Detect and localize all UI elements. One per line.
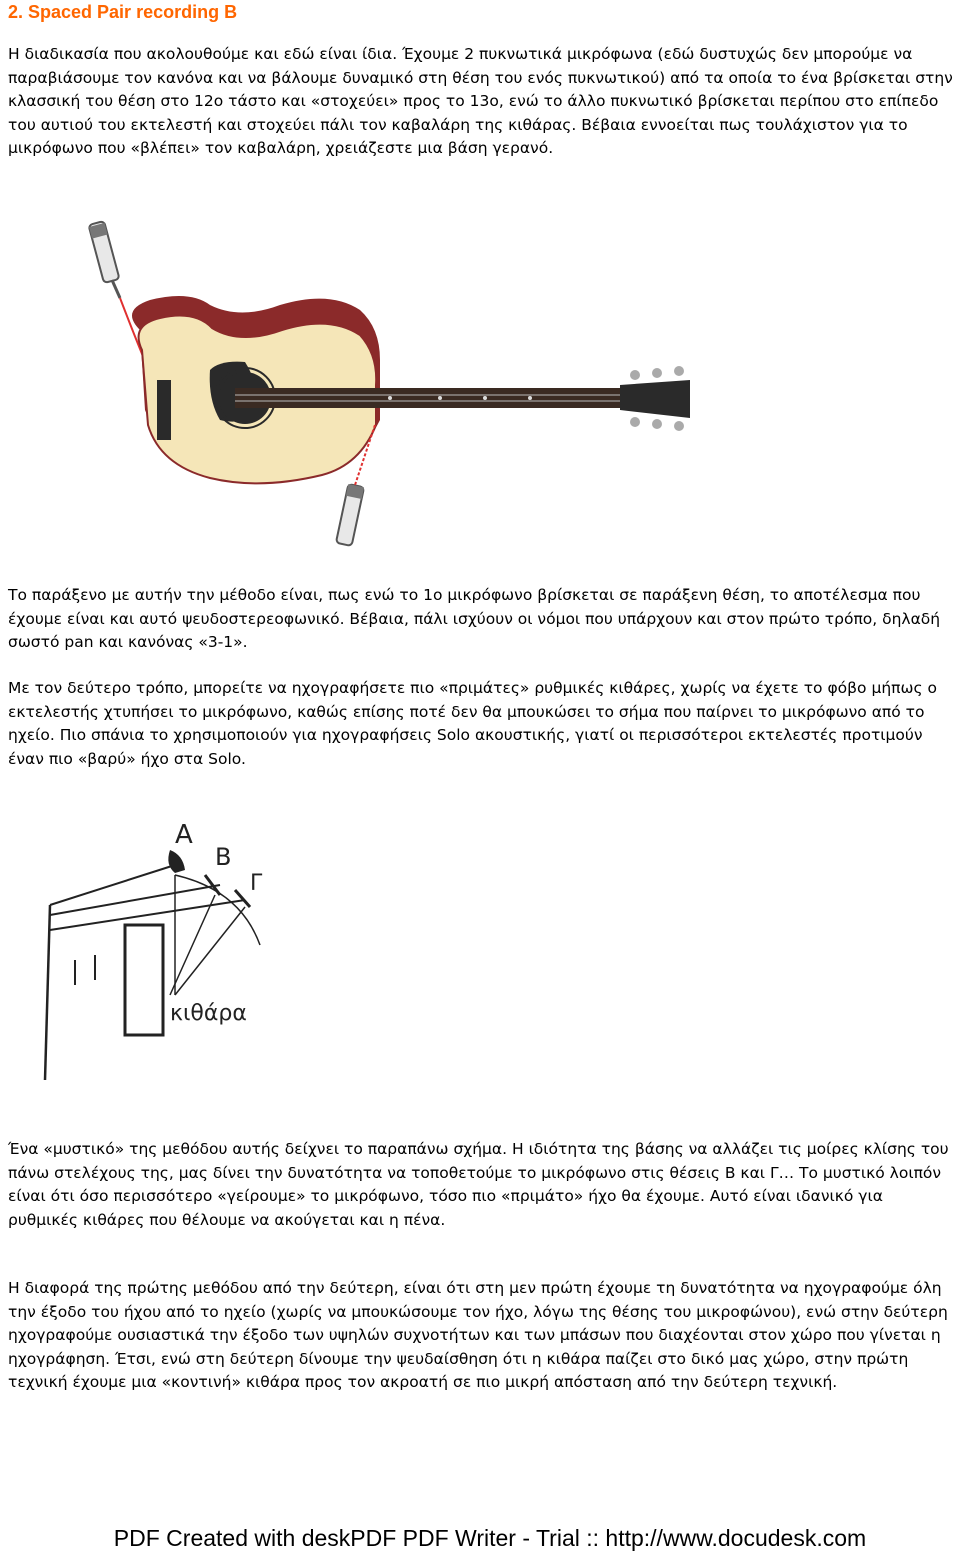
guitar-microphone-illustration: [60, 210, 700, 560]
paragraph-difference: Η διαφορά της πρώτης μεθόδου από την δεύτερη, είναι ότι στη μεν πρώτη έχουμε τη δυνατότητα να ηχογραφούμε όλη την έξοδο του ήχου από το ηχείο (χωρίς να μπουκώσουμε τον ήχο, λόγω της θέσης του μικροφώνου), ενώ στην δεύτερη ηχογραφούμε ουσιαστικά την έξοδο των υψηλών συχνοτήτων και των μπάσων που διαχέονται στον χώρο που γίνεται η ηχογράφηση. Έτσι, ενώ στη δεύτερη δίνουμε την ψευδαίσθηση ότι η κιθάρα παίζει στο δικό μας χώρο, στην πρώτη τεχνική έχουμε μια «κοντινή» κιθάρα προς τον ακροατή σε πιο μικρή απόσταση από την δεύτερη τεχνική.: [8, 1279, 948, 1392]
paragraph-second-method: Με τον δεύτερο τρόπο, μπορείτε να ηχογραφήσετε πιο «πριμάτες» ρυθμικές κιθάρες, χωρίς να έχετε το φόβο μήπως ο εκτελεστής χτυπήσει το μικρόφωνο, καθώς επίσης ποτέ δεν θα μπουκώσει το σήμα που παίρνει το μικρόφωνο από το ηχείο. Πιο σπάνια το χρησιμοποιούν για ηχογραφήσεις Solo ακουστικής, γιατί οι περισσότεροι εκτελεστές προτιμούν έναν πιο «βαρύ» ήχο στα Solo.: [8, 679, 937, 768]
pdf-footer: PDF Created with deskPDF PDF Writer - Trial :: http://www.docudesk.com: [113, 1525, 867, 1551]
label-b: B: [215, 843, 232, 871]
mic-position-sketch: [5, 795, 335, 1085]
label-a: A: [175, 820, 193, 850]
label-g: Γ: [250, 871, 263, 896]
paragraph-intro: Η διαδικασία που ακολουθούμε και εδώ είναι ίδια. Έχουμε 2 πυκνωτικά μικρόφωνα (εδώ δυστυχώς δεν μπορούμε να παραβιάσουμε τον κανόνα και να βάλουμε δυναμικό στη θέση του ενός πυκνωτικού) από τα οποία το ένα βρίσκεται στην κλασσική του θέση στο 12ο τάστο και «στοχεύει» προς το 13ο, ενώ το άλλο πυκνωτικό βρίσκεται περίπου στο επίπεδο του αυτιού του εκτελεστή και στοχεύει πάλι τον καβαλάρη της κιθάρας. Βέβαια εννοείται πως τουλάχιστον για το μικρόφωνο που «βλέπει» τον καβαλάρη, χρειάζεστε μια βάση γερανό.: [8, 45, 953, 158]
label-guitar: κιθάρα: [170, 1001, 247, 1026]
upper-microphone-icon: [89, 221, 120, 298]
lower-microphone-icon: [336, 484, 364, 546]
paragraph-strange-method: Το παράξενο με αυτήν την μέθοδο είναι, πως ενώ το 1ο μικρόφωνο βρίσκεται σε παράξενη θέση, το αποτέλεσμα που έχουμε είναι και αυτό ψευδοστερεοφωνικό. Βέβαια, πάλι ισχύουν οι νόμοι που υπάρχουν και στον πρώτο τρόπο, δηλαδή σωστό pan και κανόνας «3-1».: [8, 586, 941, 652]
paragraph-secret: Ένα «μυστικό» της μεθόδου αυτής δείχνει το παραπάνω σχήμα. Η ιδιότητα της βάσης να αλλάζει τις μοίρες κλίσης του πάνω στελέχους της, μας δίνει την δυνατότητα να τοποθετούμε το μικρόφωνο στις θέσεις Β και Γ… Το μυστικό λοιπόν είναι ότι όσο περισσότερο «γείρουμε» το μικρόφωνο, τόσο πιο «πριμάτο» ήχο θα έχουμε. Αυτό είναι ιδανικό για ρυθμικές κιθάρες που θέλουμε να ακούγεται και η πένα.: [8, 1140, 949, 1229]
section-heading: 2. Spaced Pair recording B: [8, 2, 238, 22]
